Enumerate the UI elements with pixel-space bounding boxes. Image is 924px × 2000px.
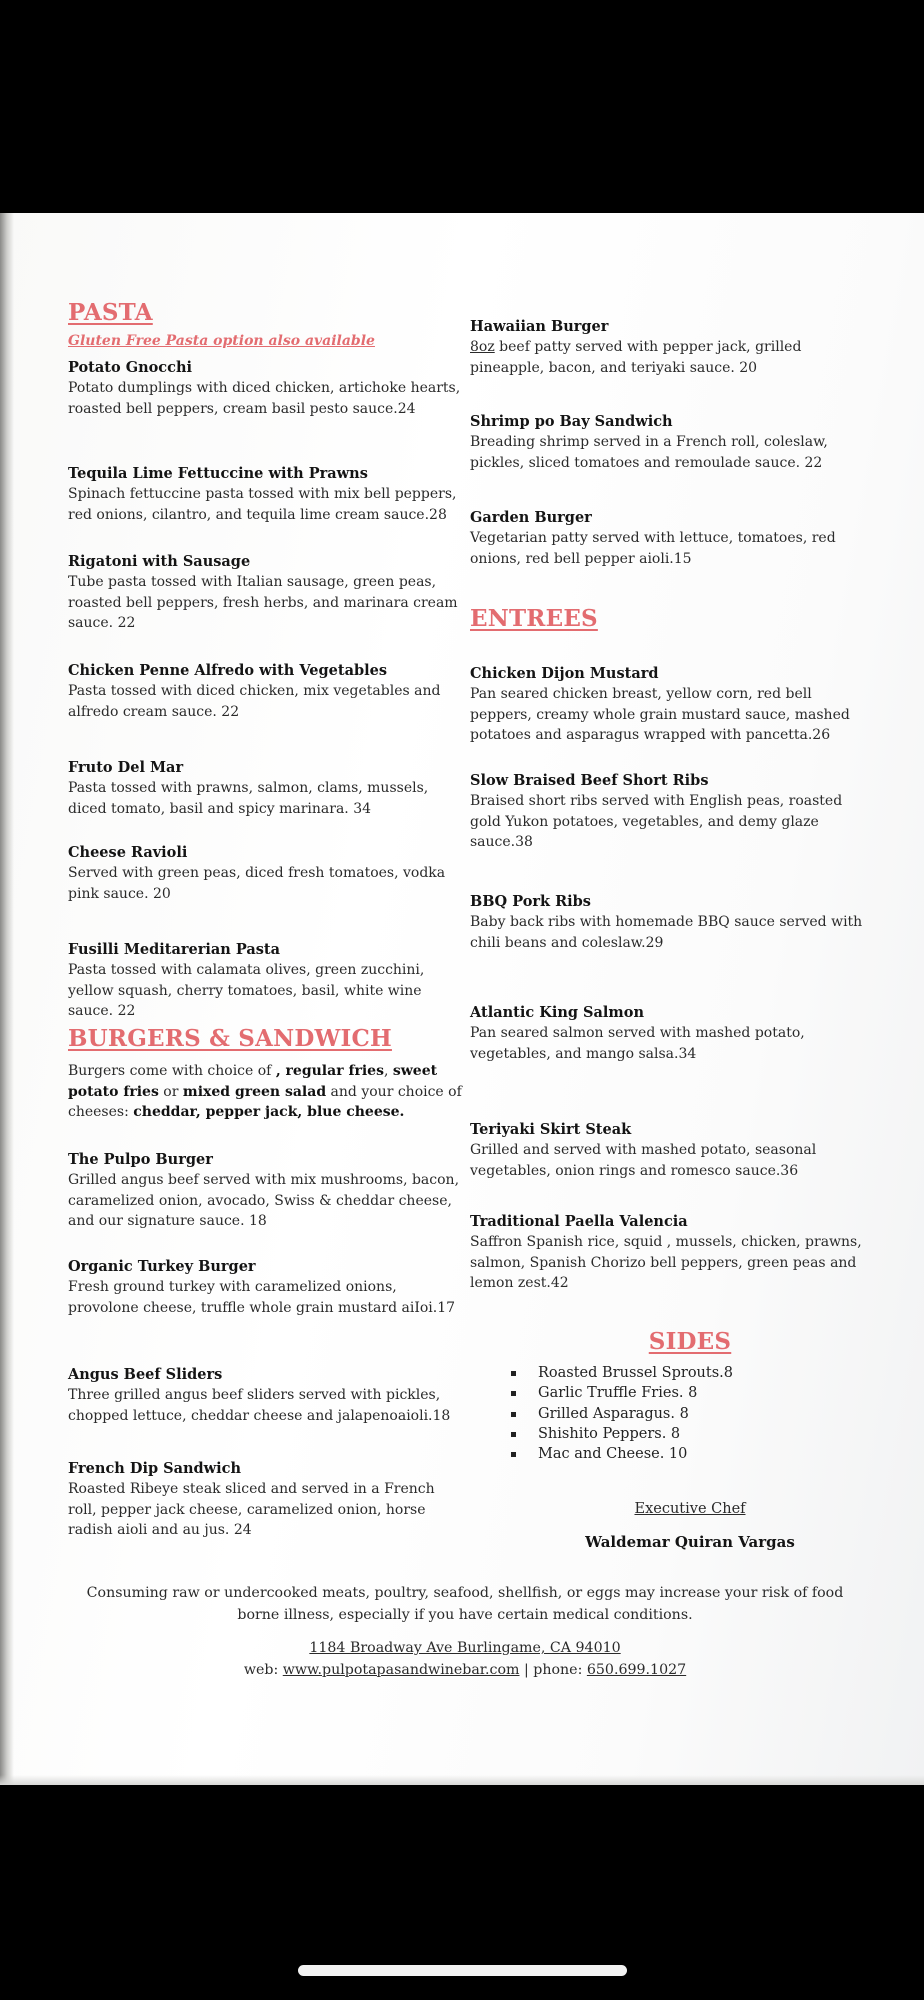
intro-cheese-options: cheddar, pepper jack, blue cheese.	[133, 1104, 405, 1120]
menu-item	[68, 1257, 464, 1318]
item-name: Cheese Ravioli	[68, 844, 188, 861]
item-name: Angus Beef Sliders	[68, 1366, 223, 1383]
menu-item	[470, 1003, 870, 1064]
item-name: Traditional Paella Valencia	[470, 1213, 688, 1230]
item-description: Spinach fettuccine pasta tossed with mix bell peppers, red onions, cilantro, and tequila lime cream sauce.28	[68, 486, 457, 523]
item-name: Organic Turkey Burger	[68, 1258, 256, 1275]
item-description: Served with green peas, diced fresh tomatoes, vodka pink sauce. 20	[68, 865, 446, 902]
contact-line	[70, 1660, 860, 1682]
item-description: Baby back ribs with homemade BBQ sauce served with chili beans and coleslaw.29	[470, 914, 863, 951]
menu-item	[68, 940, 464, 1022]
list-item: Grilled Asparagus. 8	[511, 1404, 870, 1424]
item-name: Hawaiian Burger	[470, 318, 609, 335]
home-indicator[interactable]	[298, 1965, 627, 1976]
menu-item	[470, 892, 870, 953]
entrees-heading: ENTREES	[470, 605, 598, 632]
item-description-text: beef patty served with pepper jack, grilled pineapple, bacon, and teriyaki sauce. 20	[470, 339, 802, 376]
list-item: Shishito Peppers. 8	[511, 1424, 870, 1444]
menu-item	[68, 1150, 464, 1232]
item-name: Tequila Lime Fettuccine with Prawns	[68, 465, 368, 482]
item-name: Potato Gnocchi	[68, 359, 193, 376]
website-link[interactable]: www.pulpotapasandwinebar.com	[282, 1661, 520, 1678]
menu-item	[470, 771, 870, 853]
burgers-intro	[68, 1061, 464, 1123]
item-description: Roasted Ribeye steak sliced and served in a French roll, pepper jack cheese, caramelized onion, horse radish aioli and au jus. 24	[68, 1481, 435, 1538]
item-name: Garden Burger	[470, 509, 592, 526]
patty-weight: 8oz	[470, 339, 495, 355]
menu-item	[470, 1120, 870, 1181]
intro-text: and your choice of cheeses:	[68, 1083, 462, 1120]
item-description: Pasta tossed with diced chicken, mix vegetables and alfredo cream sauce. 22	[68, 683, 441, 720]
menu-item	[68, 1365, 464, 1426]
address-text: 1184 Broadway Ave Burlingame, CA 94010	[309, 1640, 621, 1656]
menu-page	[0, 213, 924, 1785]
burgers-heading: BURGERS & SANDWICH	[68, 1025, 392, 1052]
menu-item	[470, 317, 870, 378]
gluten-free-note: Gluten Free Pasta option also available	[68, 333, 375, 349]
page-bottom-shadow	[0, 1775, 924, 1785]
sides-heading: SIDES	[648, 1328, 732, 1355]
intro-text: Burgers come with choice of	[68, 1063, 276, 1079]
menu-item	[470, 508, 870, 569]
item-name: Shrimp po Bay Sandwich	[470, 413, 673, 430]
pasta-heading: PASTA	[68, 299, 153, 326]
address	[70, 1638, 860, 1660]
intro-text: or	[158, 1083, 183, 1100]
item-name: Slow Braised Beef Short Ribs	[470, 772, 709, 789]
item-description: Grilled angus beef served with mix mushrooms, bacon, caramelized onion, avocado, Swiss & cheddar cheese, and our signature sauce. 18	[68, 1172, 460, 1229]
list-item: Roasted Brussel Sprouts.8	[511, 1363, 870, 1383]
food-safety-warning: Consuming raw or undercooked meats, poultry, seafood, shellfish, or eggs may increase your risk of food borne illness, especially if you have certain medical conditions.	[86, 1585, 844, 1623]
item-name: Atlantic King Salmon	[470, 1004, 644, 1021]
chef-name: Waldemar Quiran Vargas	[585, 1533, 795, 1551]
web-label: web:	[243, 1661, 283, 1678]
menu-item	[68, 758, 464, 819]
item-description: Grilled and served with mashed potato, seasonal vegetables, onion rings and romesco sauce.36	[470, 1142, 817, 1179]
item-description: Breading shrimp served in a French roll, coleslaw, pickles, sliced tomatoes and remoulade sauce. 22	[470, 434, 828, 471]
intro-option-sweet-fries: sweet potato fries	[68, 1063, 438, 1100]
item-description	[470, 337, 870, 378]
intro-option-fries: , regular fries	[275, 1063, 384, 1079]
item-name: Fruto Del Mar	[68, 759, 184, 776]
item-name: Fusilli Meditarerian Pasta	[68, 941, 281, 958]
executive-chef-title: Executive Chef	[634, 1501, 746, 1517]
menu-item	[68, 552, 464, 634]
list-item: Mac and Cheese. 10	[511, 1444, 870, 1464]
item-name: Rigatoni with Sausage	[68, 553, 251, 570]
item-description: Potato dumplings with diced chicken, artichoke hearts, roasted bell peppers, cream basil pesto sauce.24	[68, 380, 461, 417]
sides-list	[511, 1363, 870, 1464]
item-description: Fresh ground turkey with caramelized onions, provolone cheese, truffle whole grain mustard aiIoi.17	[68, 1279, 456, 1316]
item-description: Vegetarian patty served with lettuce, tomatoes, red onions, red bell pepper aioli.15	[470, 530, 836, 567]
menu-item	[68, 661, 464, 722]
menu-footer	[70, 1583, 860, 1681]
item-description: Pasta tossed with prawns, salmon, clams, mussels, diced tomato, basil and spicy marinara. 34	[68, 780, 429, 817]
menu-item	[68, 1459, 464, 1541]
menu-item	[470, 412, 870, 473]
menu-item	[68, 843, 464, 904]
item-name: Chicken Penne Alfredo with Vegetables	[68, 662, 388, 679]
item-description: Saffron Spanish rice, squid , mussels, chicken, prawns, salmon, Spanish Chorizo bell peppers, green peas and lemon zest.42	[470, 1234, 862, 1291]
item-name: French Dip Sandwich	[68, 1460, 242, 1477]
item-name: Chicken Dijon Mustard	[470, 665, 659, 682]
item-description: Braised short ribs served with English peas, roasted gold Yukon potatoes, vegetables, and demy glaze sauce.38	[470, 793, 843, 850]
item-description: Tube pasta tossed with Italian sausage, green peas, roasted bell peppers, fresh herbs, and marinara cream sauce. 22	[68, 574, 458, 631]
phone-number[interactable]: 650.699.1027	[586, 1661, 687, 1678]
menu-item	[68, 464, 464, 525]
intro-text: ,	[383, 1063, 393, 1079]
menu-item	[68, 358, 464, 419]
phone-label: | phone:	[519, 1661, 587, 1678]
menu-item	[470, 1212, 870, 1294]
item-description: Pan seared salmon served with mashed potato, vegetables, and mango salsa.34	[470, 1025, 805, 1062]
item-description: Pan seared chicken breast, yellow corn, red bell peppers, creamy whole grain mustard sauce, mashed potatoes and asparagus wrapped with pancetta.26	[470, 686, 850, 743]
menu-item	[470, 664, 870, 746]
item-name: The Pulpo Burger	[68, 1151, 213, 1168]
list-item: Garlic Truffle Fries. 8	[511, 1383, 870, 1403]
page-edge-shadow	[0, 213, 14, 1785]
item-description: Three grilled angus beef sliders served with pickles, chopped lettuce, cheddar cheese and jalapenoaioli.18	[68, 1387, 451, 1424]
item-name: Teriyaki Skirt Steak	[470, 1121, 632, 1138]
item-description: Pasta tossed with calamata olives, green zucchini, yellow squash, cherry tomatoes, basil, white wine sauce. 22	[68, 962, 425, 1019]
intro-option-salad: mixed green salad	[182, 1083, 327, 1100]
item-name: BBQ Pork Ribs	[470, 893, 591, 910]
